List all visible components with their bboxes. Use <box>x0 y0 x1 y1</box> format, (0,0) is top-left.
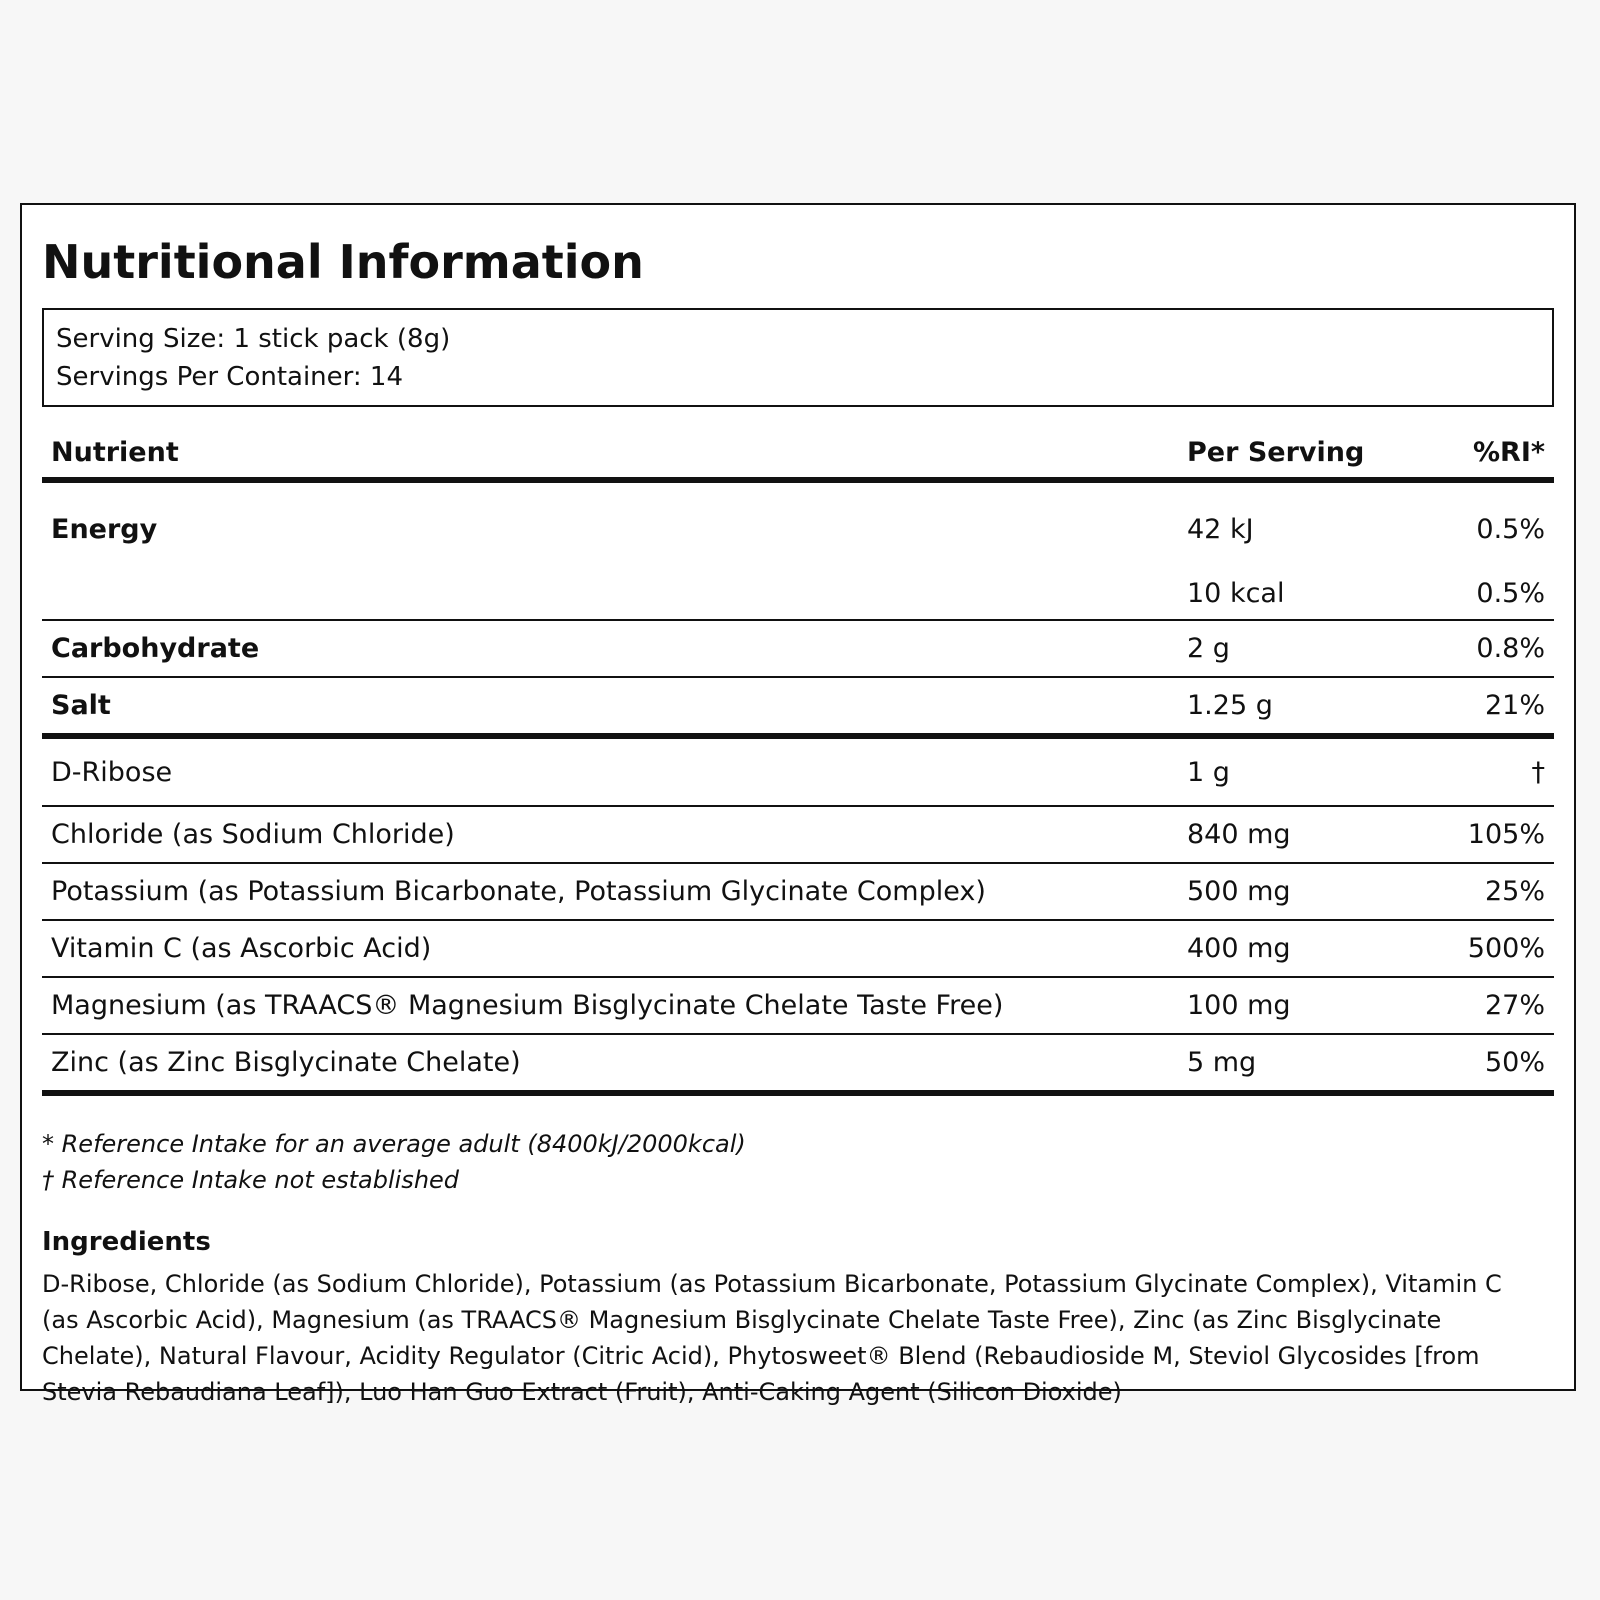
header-nutrient: Nutrient <box>51 436 179 468</box>
nutrient-ri: 21% <box>1484 690 1545 721</box>
nutrient-name: Salt <box>51 690 111 721</box>
nutrient-name: Carbohydrate <box>51 633 260 664</box>
nutrient-ri: 0.8% <box>1476 633 1545 664</box>
nutrient-name-empty <box>42 567 1178 620</box>
servings-per-container: Servings Per Container: 14 <box>56 362 404 392</box>
ingredients-title: Ingredients <box>42 1227 211 1257</box>
nutrient-value: 5 mg <box>1187 1047 1257 1078</box>
table-row-d-ribose <box>42 736 1554 806</box>
table-header-row <box>42 427 1554 480</box>
nutrient-ri: 105% <box>1467 819 1545 850</box>
nutrient-ri: 50% <box>1484 1047 1545 1078</box>
nutrient-ri: 25% <box>1484 876 1545 907</box>
nutrient-value: 1 g <box>1187 756 1230 788</box>
table-row-zinc <box>42 1034 1554 1093</box>
nutrient-name: Energy <box>51 513 158 545</box>
table-row-energy-kj <box>42 480 1554 567</box>
nutrition-table <box>42 427 1554 1096</box>
ingredients-text: D-Ribose, Chloride (as Sodium Chloride), Potassium (as Potassium Bicarbonate, Potassium Glycinate Complex), Vitamin C (as Ascorbic Acid), Magnesium (as TRAACS® Magnesium Bisglycinate Chelate Taste Free), Zinc (as Zinc Bisglycinate Chelate), Natural Flavour, Acidity Regulator (Citric Acid), Phytosweet® Blend (Rebaudioside M, Steviol Glycosides [from Stevia Rebaudiana Leaf]), Luo Han Guo Extract (Fruit), Anti-Caking Agent (Silicon Dioxide) <box>42 1270 1502 1406</box>
nutrient-name: Zinc (as Zinc Bisglycinate Chelate) <box>51 1047 521 1078</box>
nutrient-ri: 500% <box>1467 933 1545 964</box>
nutrient-name: Potassium (as Potassium Bicarbonate, Potassium Glycinate Complex) <box>51 876 986 907</box>
nutrition-panel <box>20 203 1576 1406</box>
table-row-chloride <box>42 806 1554 863</box>
nutrient-name: Chloride (as Sodium Chloride) <box>51 819 455 850</box>
ri-footnote: * Reference Intake for an average adult (8400kJ/2000kcal) <box>42 1130 746 1158</box>
table-row-energy-kcal <box>42 567 1554 620</box>
nutrient-ri: † <box>1531 756 1545 788</box>
page-title: Nutritional Information <box>42 235 644 289</box>
nutrient-ri: 0.5% <box>1476 513 1545 545</box>
nutrient-ri: 27% <box>1484 990 1545 1021</box>
serving-info-box <box>42 308 1554 407</box>
nutrient-ri: 0.5% <box>1476 577 1545 609</box>
nutrient-value: 840 mg <box>1187 819 1291 850</box>
nutrient-name: Vitamin C (as Ascorbic Acid) <box>51 933 432 964</box>
header-per-serving: Per Serving <box>1187 436 1365 468</box>
nutrient-value: 400 mg <box>1187 933 1291 964</box>
serving-size: Serving Size: 1 stick pack (8g) <box>56 324 451 354</box>
nutrient-value: 42 kJ <box>1187 513 1254 545</box>
nutrient-name: Magnesium (as TRAACS® Magnesium Bisglycinate Chelate Taste Free) <box>51 990 1004 1021</box>
nutrient-value: 2 g <box>1187 633 1230 664</box>
nutrient-value: 10 kcal <box>1187 577 1285 609</box>
table-row-vitamin-c <box>42 920 1554 977</box>
table-row-potassium <box>42 863 1554 920</box>
nutrient-value: 500 mg <box>1187 876 1291 907</box>
nutrient-value: 1.25 g <box>1187 690 1273 721</box>
nutrient-value: 100 mg <box>1187 990 1291 1021</box>
table-row-magnesium <box>42 977 1554 1034</box>
footnotes <box>42 1126 1554 1198</box>
table-row-salt <box>42 677 1554 736</box>
header-ri: %RI* <box>1472 436 1545 468</box>
table-row-carbohydrate <box>42 620 1554 677</box>
ri-not-established-footnote: † Reference Intake not established <box>42 1166 460 1194</box>
nutrient-name: D-Ribose <box>51 756 173 788</box>
